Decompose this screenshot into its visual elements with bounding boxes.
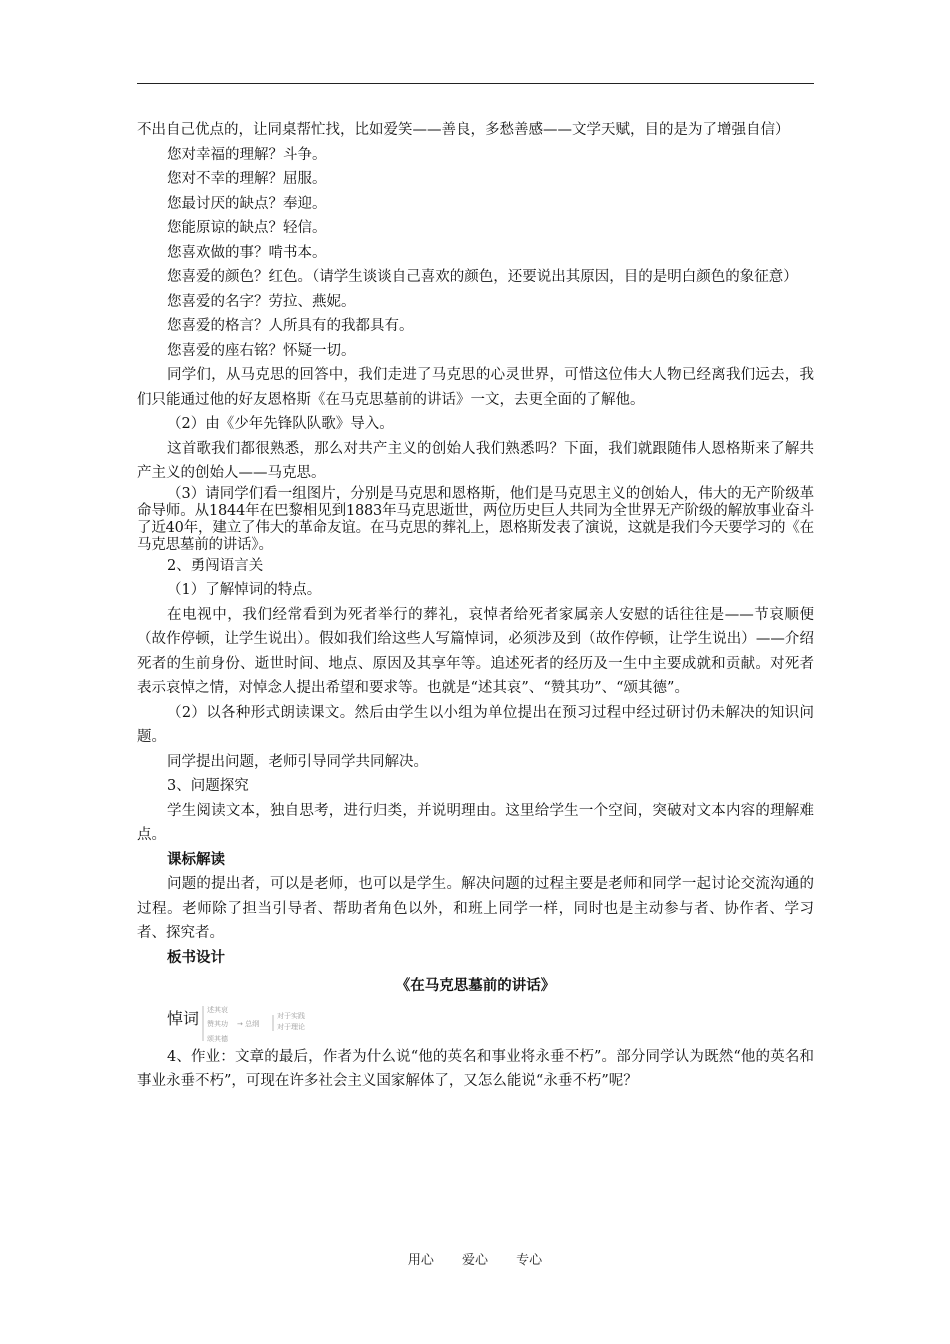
sub-branch-1: 对于实践 bbox=[277, 1011, 305, 1020]
board-title: 《在马克思墓前的讲话》 bbox=[395, 978, 556, 994]
paragraph: （3）请同学们看一组图片，分别是马克思和恩格斯，他们是马克思主义的创始人，伟大的无产阶级革命导师。从1844年在巴黎相见到1883年马克思逝世，两位历史巨人共同为全世界无产阶级的解放事业奋斗了近40年，建立了伟大的革命友谊。在马克思的葬礼上，恩格斯发表了演说，这就是我们今天要学习的《在马克思墓前的讲话》。 bbox=[137, 485, 814, 553]
sub-branch-2: 对于理论 bbox=[277, 1022, 305, 1031]
board-branches bbox=[201, 1001, 361, 1045]
page-footer bbox=[0, 1249, 950, 1268]
section-heading: 2、勇闯语言关 bbox=[167, 557, 264, 574]
section-heading: 3、问题探究 bbox=[167, 778, 249, 794]
paragraph: 这首歌我们都很熟悉，那么对共产主义的创始人我们熟悉吗？下面，我们就跟随伟人恩格斯来了解共产主义的创始人——马克思。 bbox=[137, 440, 814, 481]
paragraph: （2）由《少年先锋队队歌》导入。 bbox=[167, 416, 394, 432]
branch-arrow: → 总纲 bbox=[237, 1019, 260, 1028]
paragraph: 您喜爱的格言？人所具有的我都具有。 bbox=[167, 318, 414, 334]
branch-1: 述其哀 bbox=[207, 1005, 228, 1014]
paragraph: 同学提出问题，老师引导同学共同解决。 bbox=[167, 753, 428, 770]
subheading-curriculum: 课标解读 bbox=[167, 851, 225, 868]
footer-text: 专心 bbox=[516, 1253, 543, 1268]
paragraph: 您最讨厌的缺点？奉迎。 bbox=[167, 195, 327, 212]
paragraph: 在电视中，我们经常看到为死者举行的葬礼，哀悼者给死者家属亲人安慰的话往往是——节哀顺便（故作停顿，让学生说出）。假如我们给这些人写篇悼词，必须涉及到（故作停顿，让学生说出）——介绍死者的生前身份、逝世时间、地点、原因及其享年等。追述死者的经历及一生中主要成就和贡献。对死者表示哀悼之情，对悼念人提出希望和要求等。也就是“述其哀”、“赞其功”、“颂其德”。 bbox=[137, 606, 814, 696]
paragraph: 您喜欢做的事？啃书本。 bbox=[167, 244, 327, 261]
paragraph: 您喜爱的名字？劳拉、燕妮。 bbox=[167, 293, 356, 310]
branch-3: 颂其德 bbox=[207, 1034, 228, 1043]
header-rule bbox=[137, 83, 814, 84]
subheading-board-design: 板书设计 bbox=[167, 949, 225, 966]
board-diagram bbox=[167, 1001, 814, 1045]
paragraph-homework: 4、作业：文章的最后，作者为什么说“他的英名和事业将永垂不朽”。部分同学认为既然“他的英名和事业永垂不朽”，可现在许多社会主义国家解体了，又怎么能说“永垂不朽”呢？ bbox=[137, 1048, 814, 1089]
paragraph: 学生阅读文本，独自思考，进行归类，并说明理由。这里给学生一个空间，突破对文本内容的理解难点。 bbox=[137, 802, 814, 843]
paragraph: 不出自己优点的，让同桌帮忙找，比如爱笑——善良，多愁善感——文学天赋，目的是为了增强自信） bbox=[137, 122, 790, 138]
footer-text: 用心 bbox=[407, 1253, 434, 1268]
document-body bbox=[137, 118, 814, 1094]
paragraph: 您能原谅的缺点？轻信。 bbox=[167, 220, 327, 236]
paragraph: 问题的提出者，可以是老师，也可以是学生。解决问题的过程主要是老师和同学一起讨论交流沟通的过程。老师除了担当引导者、帮助者角色以外，和班上同学一样，同时也是主动参与者、协作者、学习者、探究者。 bbox=[137, 876, 814, 941]
board-word: 悼词 bbox=[167, 1008, 200, 1028]
paragraph: 您喜爱的座右铭？怀疑一切。 bbox=[167, 342, 356, 359]
paragraph: 您对幸福的理解？斗争。 bbox=[167, 146, 327, 163]
branch-2: 赞其功 bbox=[207, 1019, 228, 1028]
paragraph: （2）以各种形式朗读课文。然后由学生以小组为单位提出在预习过程中经过研讨仍未解决的知识问题。 bbox=[137, 704, 814, 745]
footer-text: 爱心 bbox=[461, 1253, 488, 1268]
paragraph: 同学们，从马克思的回答中，我们走进了马克思的心灵世界，可惜这位伟大人物已经离我们远去，我们只能通过他的好友恩格斯《在马克思墓前的讲话》一文，去更全面的了解他。 bbox=[137, 367, 814, 408]
paragraph: （1）了解悼词的特点。 bbox=[167, 582, 322, 598]
paragraph: 您喜爱的颜色？红色。（请学生谈谈自己喜欢的颜色，还要说出其原因，目的是明白颜色的象征意） bbox=[167, 269, 798, 285]
paragraph: 您对不幸的理解？屈服。 bbox=[167, 171, 327, 187]
